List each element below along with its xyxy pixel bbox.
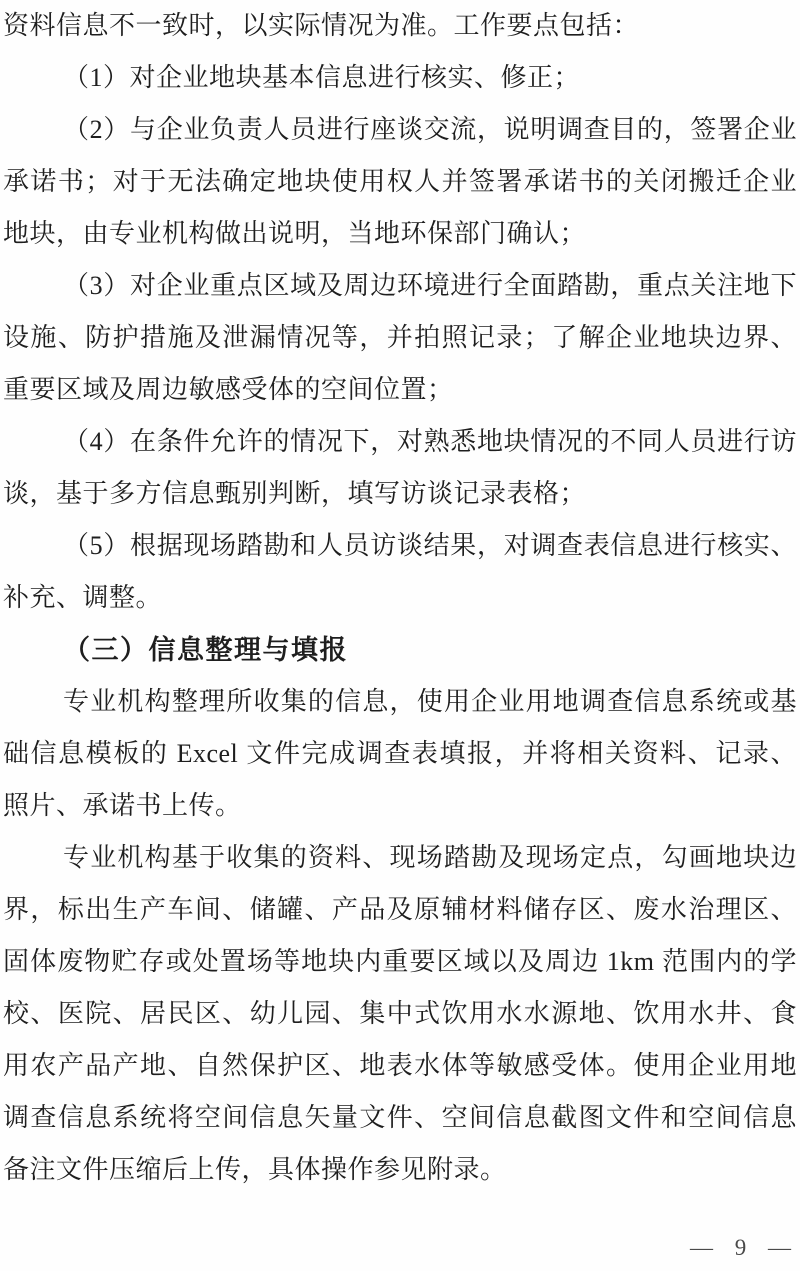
text-line: 固体废物贮存或处置场等地块内重要区域以及周边 1km 范围内的学 xyxy=(3,947,797,976)
text-line: （1）对企业地块基本信息进行核实、修正； xyxy=(63,63,581,92)
text-line: 资料信息不一致时，以实际情况为准。工作要点包括： xyxy=(3,11,640,40)
text-line: 专业机构整理所收集的信息，使用企业用地调查信息系统或基 xyxy=(63,687,797,716)
text-line: 重要区域及周边敏感受体的空间位置； xyxy=(3,375,454,404)
text-line: 备注文件压缩后上传，具体操作参见附录。 xyxy=(3,1155,507,1184)
text-line: （4）在条件允许的情况下，对熟悉地块情况的不同人员进行访 xyxy=(63,427,797,456)
text-line: 界，标出生产车间、储罐、产品及原辅材料储存区、废水治理区、 xyxy=(3,895,797,924)
text-line: 谈，基于多方信息甄别判断，填写访谈记录表格； xyxy=(3,479,587,508)
text-line: 承诺书；对于无法确定地块使用权人并签署承诺书的关闭搬迁企业 xyxy=(3,167,797,196)
document-body xyxy=(3,0,797,1196)
text-line: 照片、承诺书上传。 xyxy=(3,791,242,820)
text-line: 础信息模板的 Excel 文件完成调查表填报，并将相关资料、记录、 xyxy=(3,739,797,768)
text-line: （2）与企业负责人员进行座谈交流，说明调查目的，签署企业 xyxy=(63,115,797,144)
text-line: 用农产品产地、自然保护区、地表水体等敏感受体。使用企业用地 xyxy=(3,1051,797,1080)
text-line: 地块，由专业机构做出说明，当地环保部门确认； xyxy=(3,219,587,248)
text-line: 专业机构基于收集的资料、现场踏勘及现场定点，勾画地块边 xyxy=(63,843,797,872)
text-line: 补充、调整。 xyxy=(3,583,163,612)
page-number xyxy=(690,1234,792,1262)
text-line: 设施、防护措施及泄漏情况等，并拍照记录；了解企业地块边界、 xyxy=(3,323,797,352)
page-number-text: — 9 — xyxy=(690,1235,792,1260)
text-line: 调查信息系统将空间信息矢量文件、空间信息截图文件和空间信息 xyxy=(3,1103,797,1132)
text-line: （3）对企业重点区域及周边环境进行全面踏勘，重点关注地下 xyxy=(63,271,797,300)
section-heading: （三）信息整理与填报 xyxy=(63,635,348,665)
text-line: 校、医院、居民区、幼儿园、集中式饮用水水源地、饮用水井、食 xyxy=(3,999,797,1028)
text-line: （5）根据现场踏勘和人员访谈结果，对调查表信息进行核实、 xyxy=(63,531,797,560)
